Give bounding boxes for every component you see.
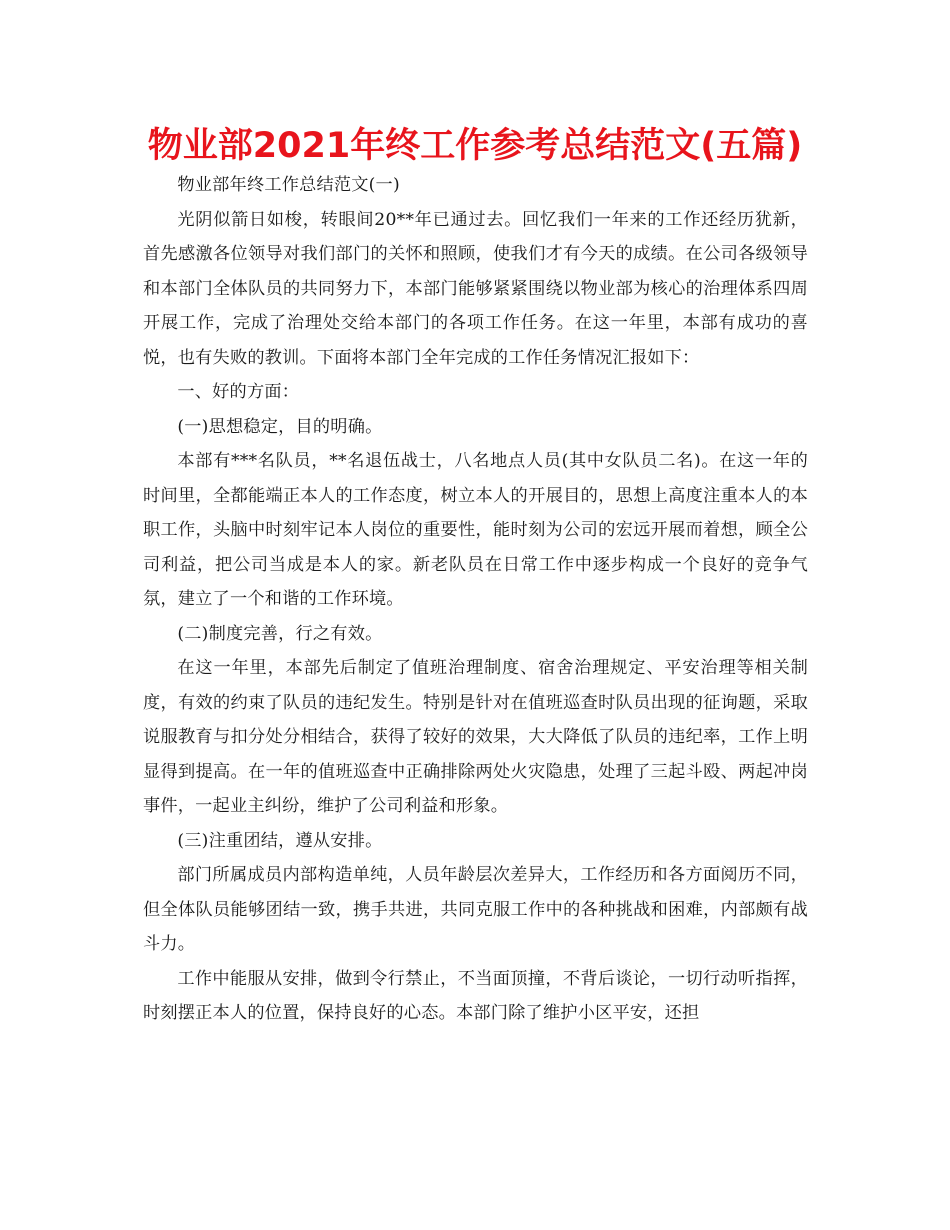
- paragraph-team: 部门所属成员内部构造单纯，人员年龄层次差异大，工作经历和各方面阅历不同，但全体队员能够团结一致，携手共进，共同克服工作中的各种挑战和困难，内部颇有战斗力。: [143, 865, 808, 954]
- document-title: 物业部2021年终工作参考总结范文(五篇): [147, 126, 803, 166]
- paragraph-rules: 在这一年里，本部先后制定了值班治理制度、宿舍治理规定、平安治理等相关制度，有效的约束了队员的违纪发生。特别是针对在值班巡查时队员出现的征询题，采取说服教育与扣分处分相结合，获得了较好的效果，大大降低了队员的违纪率，工作上明显得到提高。在一年的值班巡查中正确排除两处火灾隐患，处理了三起斗殴、两起冲岗事件，一起业主纠纷，维护了公司利益和形象。: [143, 658, 808, 816]
- paragraph-intro: 光阴似箭日如梭，转眼间20**年已通过去。回忆我们一年来的工作还经历犹新，首先感激各位领导对我们部门的关怀和照顾，使我们才有今天的成绩。在公司各级领导和本部门全体队员的共同努力下，本部门能够紧紧围绕以物业部为核心的治理体系四周开展工作，完成了治理处交给本部门的各项工作任务。在这一年里，本部有成功的喜悦，也有失败的教训。下面将本部门全年完成的工作任务情况汇报如下：: [143, 209, 808, 368]
- document-body: [143, 168, 808, 1031]
- paragraph-obedience: 工作中能服从安排，做到令行禁止，不当面顶撞，不背后谈论，一切行动听指挥，时刻摆正本人的位置，保持良好的心态。本部门除了维护小区平安，还担: [143, 968, 808, 1023]
- paragraph-staff: 本部有***名队员，**名退伍战士，八名地点人员(其中女队员二名)。在这一年的时间里，全都能端正本人的工作态度，树立本人的开展目的，思想上高度注重本人的本职工作，头脑中时刻牢记本人岗位的重要性，能时刻为公司的宏远开展而着想，顾全公司利益，把公司当成是本人的家。新老队员在日常工作中逐步构成一个良好的竞争气氛，建立了一个和谐的工作环境。: [143, 451, 808, 609]
- subsection-heading-3: (三)注重团结，遵从安排。: [177, 830, 383, 851]
- section-heading-good-aspects: 一、好的方面：: [177, 382, 300, 402]
- subsection-heading-1: (一)思想稳定，目的明确。: [177, 416, 383, 437]
- section-subtitle: 物业部年终工作总结范文(一): [177, 175, 400, 195]
- subsection-heading-2: (二)制度完善，行之有效。: [177, 623, 383, 644]
